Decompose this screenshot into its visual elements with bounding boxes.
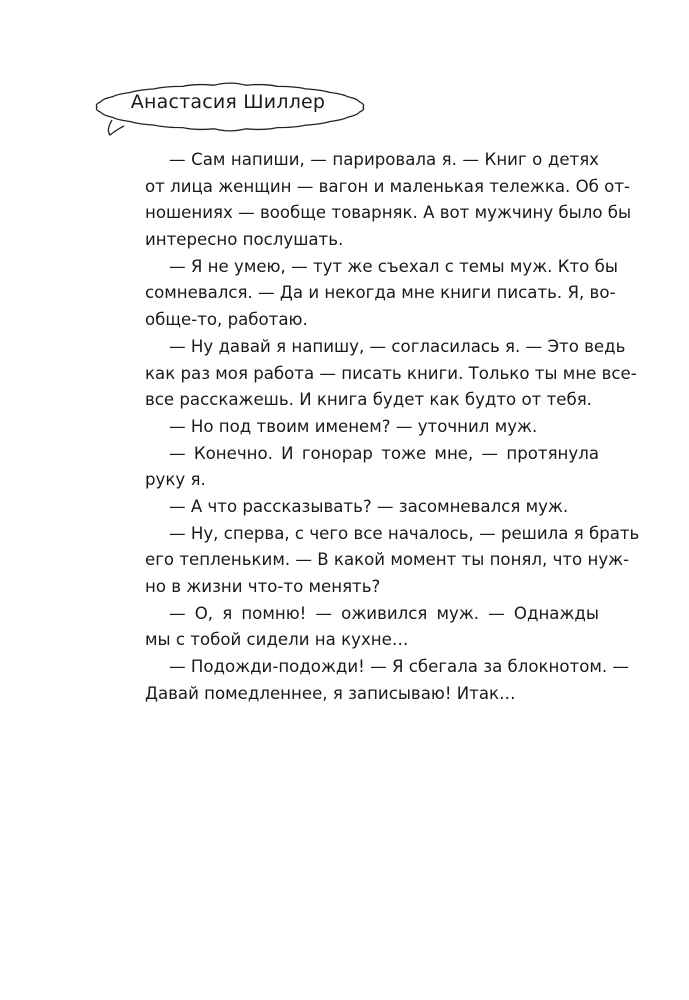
text-line: — О, я помню! — оживился муж. — Однажды bbox=[169, 603, 599, 623]
text-line: все расскажешь. И книга будет как будто от тебя. bbox=[145, 390, 592, 410]
text-line: интересно послушать. bbox=[145, 230, 344, 250]
text-line: — Ну давай я напишу, — согласилась я. — Это ведь bbox=[169, 336, 626, 356]
text-line: как раз моя работа — писать книги. Только ты мне все- bbox=[145, 363, 637, 383]
text-line: руку я. bbox=[145, 470, 206, 490]
text-line: Давай помедленнее, я записываю! Итак… bbox=[145, 683, 516, 703]
text-line: — Я не умею, — тут же съехал с темы муж. Кто бы bbox=[169, 256, 618, 276]
text-line: — Подожди-подожди! — Я сбегала за блокнотом. — bbox=[169, 657, 630, 677]
text-line: — Конечно. И гонорар тоже мне, — протянула bbox=[169, 443, 599, 463]
text-line: мы с тобой сидели на кухне… bbox=[145, 630, 409, 650]
text-line: — Но под твоим именем? — уточнил муж. bbox=[169, 416, 538, 436]
text-line: ношениях — вообще товарняк. А вот мужчину было бы bbox=[145, 203, 632, 223]
text-line: — Сам напиши, — парировала я. — Книг о детях bbox=[169, 150, 599, 169]
text-line: от лица женщин — вагон и маленькая тележка. Об от- bbox=[145, 176, 630, 196]
text-line: но в жизни что-то менять? bbox=[145, 577, 381, 596]
author-name: Анастасия Шиллер bbox=[130, 91, 326, 113]
text-line: его тепленьким. — В какой момент ты понял, что нуж- bbox=[145, 550, 630, 570]
text-line: обще-то, работаю. bbox=[145, 310, 308, 330]
text-line: сомневался. — Да и некогда мне книги писать. Я, во- bbox=[145, 283, 616, 303]
running-header bbox=[92, 80, 374, 138]
text-line: — А что рассказывать? — засомневался муж. bbox=[169, 496, 569, 516]
body-text bbox=[145, 147, 640, 707]
text-line: — Ну, сперва, с чего все началось, — решила я брать bbox=[169, 523, 640, 543]
